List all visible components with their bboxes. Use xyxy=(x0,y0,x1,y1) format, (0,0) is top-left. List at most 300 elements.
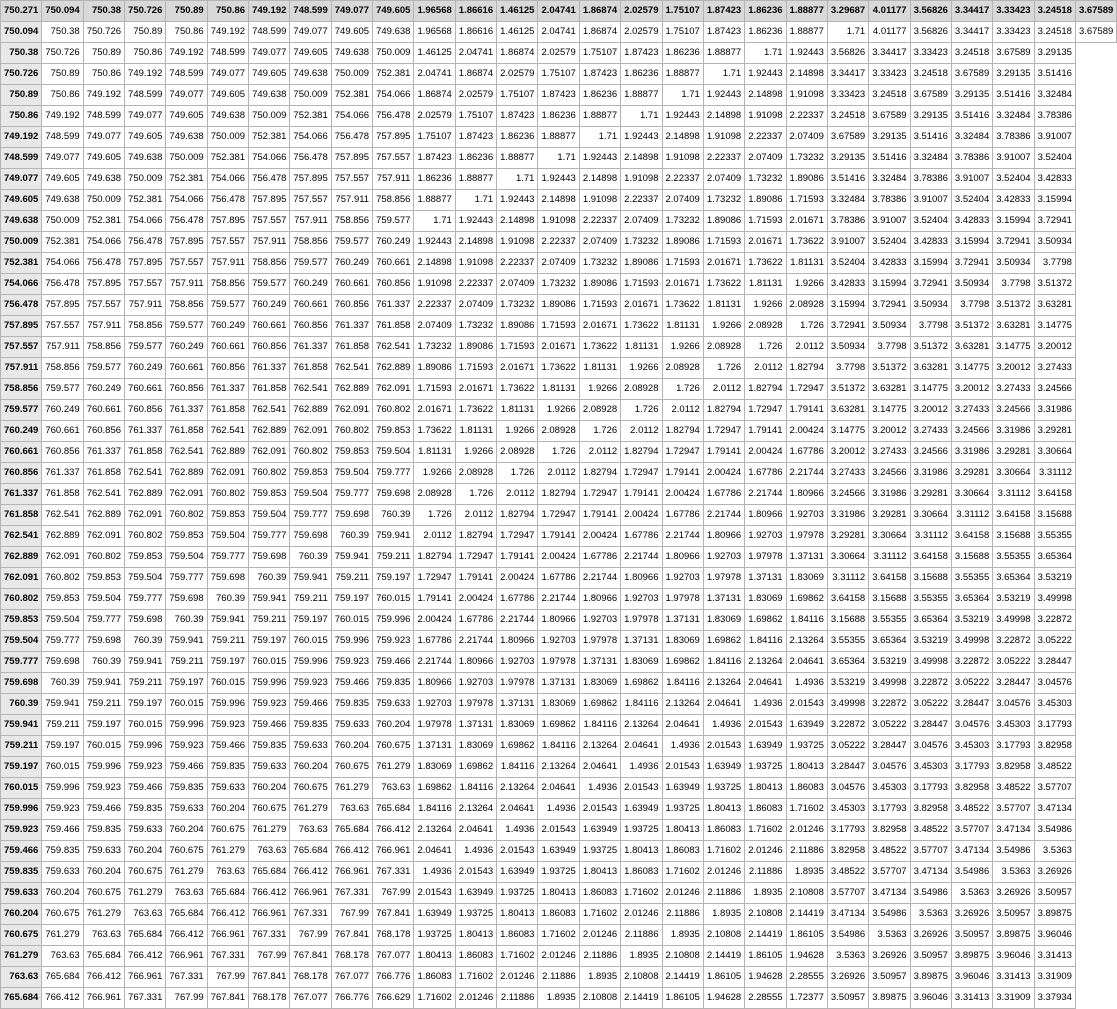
table-cell[interactable]: 3.20012 xyxy=(1034,337,1075,358)
table-cell[interactable]: 2.13264 xyxy=(745,652,786,673)
table-cell[interactable]: 3.14775 xyxy=(910,379,951,400)
table-cell[interactable]: 760.675 xyxy=(166,841,207,862)
table-cell[interactable]: 757.557 xyxy=(290,190,331,211)
table-cell[interactable]: 3.57707 xyxy=(951,820,992,841)
table-cell[interactable]: 761.337 xyxy=(290,337,331,358)
table-cell[interactable]: 3.5363 xyxy=(993,862,1034,883)
table-cell[interactable]: 1.63949 xyxy=(786,715,827,736)
table-cell[interactable]: 759.698 xyxy=(125,610,166,631)
table-cell[interactable]: 761.279 xyxy=(166,862,207,883)
table-cell[interactable]: 3.17793 xyxy=(827,820,868,841)
table-cell[interactable]: 759.197 xyxy=(125,694,166,715)
table-cell[interactable]: 1.71593 xyxy=(538,316,579,337)
column-header[interactable]: 1.75107 xyxy=(662,1,703,22)
table-cell[interactable]: 760.204 xyxy=(166,820,207,841)
table-cell[interactable]: 760.39 xyxy=(83,652,124,673)
table-cell[interactable]: 1.97978 xyxy=(745,547,786,568)
table-cell[interactable]: 3.14775 xyxy=(1034,316,1075,337)
table-cell[interactable]: 766.412 xyxy=(249,883,290,904)
table-cell[interactable]: 3.82958 xyxy=(827,841,868,862)
table-cell[interactable]: 760.204 xyxy=(42,883,83,904)
table-cell[interactable]: 1.81131 xyxy=(497,400,538,421)
table-cell[interactable]: 768.178 xyxy=(249,988,290,1009)
table-cell[interactable]: 1.91098 xyxy=(455,253,496,274)
table-cell[interactable]: 3.55355 xyxy=(910,589,951,610)
table-cell[interactable]: 1.73622 xyxy=(662,295,703,316)
table-cell[interactable]: 757.895 xyxy=(331,148,372,169)
table-cell[interactable]: 760.661 xyxy=(249,316,290,337)
table-cell[interactable]: 1.97978 xyxy=(621,610,662,631)
table-cell[interactable]: 2.14898 xyxy=(745,85,786,106)
table-cell[interactable]: 2.07409 xyxy=(745,148,786,169)
table-cell[interactable]: 763.63 xyxy=(331,799,372,820)
table-cell[interactable]: 2.11886 xyxy=(703,883,744,904)
table-cell[interactable]: 3.78386 xyxy=(910,169,951,190)
table-cell[interactable]: 762.091 xyxy=(373,379,414,400)
table-cell[interactable]: 1.86616 xyxy=(455,22,496,43)
table-cell[interactable]: 2.00424 xyxy=(786,421,827,442)
row-header[interactable]: 761.858 xyxy=(1,505,42,526)
table-cell[interactable]: 3.26926 xyxy=(1034,862,1075,883)
table-cell[interactable]: 752.381 xyxy=(249,127,290,148)
table-cell[interactable]: 1.87423 xyxy=(455,127,496,148)
table-cell[interactable]: 1.91098 xyxy=(579,190,620,211)
table-cell[interactable]: 760.675 xyxy=(83,883,124,904)
table-cell[interactable]: 766.412 xyxy=(207,904,248,925)
table-cell[interactable]: 1.72947 xyxy=(414,568,455,589)
table-cell[interactable]: 761.858 xyxy=(373,316,414,337)
table-cell[interactable]: 1.726 xyxy=(497,463,538,484)
row-header[interactable]: 760.204 xyxy=(1,904,42,925)
table-cell[interactable]: 761.337 xyxy=(42,463,83,484)
table-cell[interactable]: 762.541 xyxy=(42,505,83,526)
table-cell[interactable]: 761.858 xyxy=(331,337,372,358)
table-cell[interactable]: 3.48522 xyxy=(827,862,868,883)
table-cell[interactable]: 759.941 xyxy=(290,568,331,589)
table-cell[interactable]: 759.923 xyxy=(166,736,207,757)
table-cell[interactable]: 3.17793 xyxy=(993,736,1034,757)
table-cell[interactable]: 767.99 xyxy=(331,904,372,925)
table-cell[interactable]: 1.84116 xyxy=(538,736,579,757)
table-cell[interactable]: 760.675 xyxy=(125,862,166,883)
table-cell[interactable]: 3.55355 xyxy=(1034,526,1075,547)
table-cell[interactable]: 1.86083 xyxy=(579,883,620,904)
table-cell[interactable]: 1.84116 xyxy=(455,778,496,799)
table-cell[interactable]: 1.4936 xyxy=(621,757,662,778)
table-cell[interactable]: 1.67786 xyxy=(662,505,703,526)
table-cell[interactable]: 3.22872 xyxy=(1034,610,1075,631)
table-cell[interactable]: 759.698 xyxy=(290,526,331,547)
table-cell[interactable]: 2.13264 xyxy=(497,778,538,799)
table-cell[interactable]: 760.661 xyxy=(83,400,124,421)
row-header[interactable]: 760.802 xyxy=(1,589,42,610)
table-cell[interactable]: 768.178 xyxy=(331,946,372,967)
table-cell[interactable]: 1.86236 xyxy=(455,148,496,169)
table-cell[interactable]: 752.381 xyxy=(83,211,124,232)
table-cell[interactable]: 2.11886 xyxy=(497,988,538,1009)
table-cell[interactable]: 759.923 xyxy=(290,673,331,694)
table-cell[interactable]: 2.13264 xyxy=(703,673,744,694)
table-cell[interactable]: 1.86874 xyxy=(497,43,538,64)
table-cell[interactable]: 1.89086 xyxy=(786,169,827,190)
table-cell[interactable]: 3.89875 xyxy=(993,925,1034,946)
table-cell[interactable]: 1.92443 xyxy=(497,190,538,211)
table-cell[interactable]: 1.82794 xyxy=(455,526,496,547)
table-cell[interactable]: 758.856 xyxy=(166,295,207,316)
table-cell[interactable]: 759.633 xyxy=(373,694,414,715)
row-header[interactable]: 759.835 xyxy=(1,862,42,883)
table-cell[interactable]: 3.64158 xyxy=(993,505,1034,526)
table-cell[interactable]: 759.466 xyxy=(83,799,124,820)
table-cell[interactable]: 2.22337 xyxy=(455,274,496,295)
table-cell[interactable]: 1.73622 xyxy=(538,358,579,379)
table-cell[interactable]: 1.79141 xyxy=(662,463,703,484)
column-header[interactable]: 749.605 xyxy=(373,1,414,22)
table-cell[interactable]: 1.94628 xyxy=(786,946,827,967)
table-cell[interactable]: 762.889 xyxy=(331,379,372,400)
table-cell[interactable]: 4.01177 xyxy=(869,22,910,43)
table-cell[interactable]: 760.802 xyxy=(207,484,248,505)
table-cell[interactable]: 2.01543 xyxy=(579,799,620,820)
table-cell[interactable]: 760.249 xyxy=(207,316,248,337)
table-cell[interactable]: 3.65364 xyxy=(1034,547,1075,568)
table-cell[interactable]: 1.80966 xyxy=(579,589,620,610)
table-cell[interactable]: 3.24518 xyxy=(951,43,992,64)
table-cell[interactable]: 757.557 xyxy=(83,295,124,316)
table-cell[interactable]: 765.684 xyxy=(125,925,166,946)
table-cell[interactable]: 760.39 xyxy=(373,505,414,526)
table-cell[interactable]: 1.84116 xyxy=(703,652,744,673)
table-cell[interactable]: 1.71 xyxy=(538,148,579,169)
table-cell[interactable]: 2.01671 xyxy=(455,379,496,400)
table-cell[interactable]: 2.0112 xyxy=(538,463,579,484)
table-cell[interactable]: 1.88877 xyxy=(538,127,579,148)
table-cell[interactable]: 762.889 xyxy=(125,484,166,505)
table-cell[interactable]: 3.52404 xyxy=(827,253,868,274)
table-cell[interactable]: 759.504 xyxy=(249,505,290,526)
table-cell[interactable]: 3.34417 xyxy=(869,43,910,64)
table-cell[interactable]: 2.01246 xyxy=(455,988,496,1009)
table-cell[interactable]: 759.853 xyxy=(249,484,290,505)
table-cell[interactable]: 3.30664 xyxy=(1034,442,1075,463)
table-cell[interactable]: 3.04576 xyxy=(993,694,1034,715)
table-cell[interactable]: 1.92443 xyxy=(745,64,786,85)
table-cell[interactable]: 763.63 xyxy=(290,820,331,841)
table-cell[interactable]: 3.32484 xyxy=(869,169,910,190)
table-cell[interactable]: 760.661 xyxy=(207,337,248,358)
table-cell[interactable]: 759.777 xyxy=(373,463,414,484)
table-cell[interactable]: 3.42833 xyxy=(910,232,951,253)
table-cell[interactable]: 762.889 xyxy=(373,358,414,379)
table-cell[interactable]: 757.895 xyxy=(373,127,414,148)
table-cell[interactable]: 759.466 xyxy=(42,820,83,841)
table-cell[interactable]: 759.197 xyxy=(290,610,331,631)
table-cell[interactable]: 2.13264 xyxy=(455,799,496,820)
table-cell[interactable]: 3.51372 xyxy=(869,358,910,379)
table-cell[interactable]: 2.01671 xyxy=(745,232,786,253)
table-cell[interactable]: 3.53219 xyxy=(827,673,868,694)
table-cell[interactable]: 3.55355 xyxy=(951,568,992,589)
table-cell[interactable]: 1.92703 xyxy=(621,589,662,610)
table-cell[interactable]: 1.86236 xyxy=(414,169,455,190)
table-cell[interactable]: 3.42833 xyxy=(1034,169,1075,190)
table-cell[interactable]: 1.9266 xyxy=(538,400,579,421)
table-cell[interactable]: 761.337 xyxy=(125,421,166,442)
table-cell[interactable]: 3.05222 xyxy=(1034,631,1075,652)
table-cell[interactable]: 1.8935 xyxy=(621,946,662,967)
table-cell[interactable]: 760.249 xyxy=(249,295,290,316)
table-cell[interactable]: 2.14419 xyxy=(786,904,827,925)
table-cell[interactable]: 749.605 xyxy=(166,106,207,127)
table-cell[interactable]: 1.81131 xyxy=(538,379,579,400)
table-cell[interactable]: 1.4936 xyxy=(497,820,538,841)
table-cell[interactable]: 1.97978 xyxy=(579,631,620,652)
table-cell[interactable]: 760.675 xyxy=(373,736,414,757)
table-cell[interactable]: 3.29135 xyxy=(910,106,951,127)
table-cell[interactable]: 760.802 xyxy=(83,547,124,568)
table-cell[interactable]: 759.577 xyxy=(42,379,83,400)
table-cell[interactable]: 1.83069 xyxy=(579,673,620,694)
table-cell[interactable]: 3.45303 xyxy=(827,799,868,820)
table-cell[interactable]: 1.93725 xyxy=(414,925,455,946)
row-header[interactable]: 749.077 xyxy=(1,169,42,190)
table-cell[interactable]: 3.26926 xyxy=(993,883,1034,904)
table-cell[interactable]: 749.077 xyxy=(207,64,248,85)
table-cell[interactable]: 1.92703 xyxy=(414,694,455,715)
table-cell[interactable]: 1.79141 xyxy=(414,589,455,610)
table-cell[interactable]: 754.066 xyxy=(83,232,124,253)
table-cell[interactable]: 3.31986 xyxy=(869,484,910,505)
row-header[interactable]: 760.39 xyxy=(1,694,42,715)
table-cell[interactable]: 2.14419 xyxy=(621,988,662,1009)
table-cell[interactable]: 1.82794 xyxy=(745,379,786,400)
table-cell[interactable]: 3.51416 xyxy=(827,169,868,190)
row-header[interactable]: 759.923 xyxy=(1,820,42,841)
table-cell[interactable]: 3.15688 xyxy=(869,589,910,610)
row-header[interactable]: 749.192 xyxy=(1,127,42,148)
table-cell[interactable]: 1.73232 xyxy=(703,190,744,211)
table-cell[interactable]: 1.79141 xyxy=(745,421,786,442)
table-cell[interactable]: 766.412 xyxy=(166,925,207,946)
table-cell[interactable]: 2.08928 xyxy=(579,400,620,421)
table-cell[interactable]: 1.92703 xyxy=(538,631,579,652)
table-cell[interactable]: 1.73622 xyxy=(786,232,827,253)
table-cell[interactable]: 1.86083 xyxy=(786,778,827,799)
table-cell[interactable]: 1.88877 xyxy=(662,64,703,85)
table-cell[interactable]: 1.86236 xyxy=(579,85,620,106)
table-cell[interactable]: 2.11886 xyxy=(745,862,786,883)
table-cell[interactable]: 749.077 xyxy=(42,148,83,169)
table-cell[interactable]: 3.47134 xyxy=(910,862,951,883)
table-cell[interactable]: 1.89086 xyxy=(703,211,744,232)
table-cell[interactable]: 759.211 xyxy=(207,631,248,652)
table-cell[interactable]: 3.04576 xyxy=(951,715,992,736)
table-cell[interactable]: 1.80966 xyxy=(497,631,538,652)
table-cell[interactable]: 759.835 xyxy=(290,715,331,736)
table-cell[interactable]: 766.412 xyxy=(42,988,83,1009)
table-cell[interactable]: 1.89086 xyxy=(745,190,786,211)
table-cell[interactable]: 765.684 xyxy=(331,820,372,841)
table-cell[interactable]: 1.71602 xyxy=(414,988,455,1009)
table-cell[interactable]: 2.01671 xyxy=(786,211,827,232)
table-cell[interactable]: 3.05222 xyxy=(951,673,992,694)
table-cell[interactable]: 2.22337 xyxy=(621,190,662,211)
table-cell[interactable]: 3.26926 xyxy=(910,925,951,946)
table-cell[interactable]: 3.04576 xyxy=(910,736,951,757)
table-cell[interactable]: 766.961 xyxy=(125,967,166,988)
table-cell[interactable]: 1.87423 xyxy=(621,43,662,64)
table-cell[interactable]: 2.21744 xyxy=(497,610,538,631)
table-cell[interactable]: 3.30664 xyxy=(993,463,1034,484)
table-cell[interactable]: 1.86083 xyxy=(621,862,662,883)
table-cell[interactable]: 1.88877 xyxy=(579,106,620,127)
table-cell[interactable]: 2.11886 xyxy=(786,841,827,862)
table-cell[interactable]: 2.01671 xyxy=(538,337,579,358)
table-cell[interactable]: 760.015 xyxy=(125,715,166,736)
table-cell[interactable]: 1.72947 xyxy=(703,421,744,442)
table-cell[interactable]: 3.50957 xyxy=(951,925,992,946)
table-cell[interactable]: 3.65364 xyxy=(869,631,910,652)
table-cell[interactable]: 1.89086 xyxy=(455,337,496,358)
table-cell[interactable]: 759.633 xyxy=(331,715,372,736)
table-cell[interactable]: 3.29135 xyxy=(993,64,1034,85)
table-cell[interactable]: 3.47134 xyxy=(951,841,992,862)
table-cell[interactable]: 759.466 xyxy=(166,757,207,778)
table-cell[interactable]: 759.835 xyxy=(166,778,207,799)
table-cell[interactable]: 763.63 xyxy=(207,862,248,883)
table-cell[interactable]: 2.10808 xyxy=(662,946,703,967)
table-cell[interactable]: 1.63949 xyxy=(745,736,786,757)
table-cell[interactable]: 2.00424 xyxy=(538,547,579,568)
table-cell[interactable]: 760.802 xyxy=(331,421,372,442)
table-cell[interactable]: 760.802 xyxy=(290,442,331,463)
table-cell[interactable]: 759.941 xyxy=(166,631,207,652)
table-cell[interactable]: 1.71 xyxy=(497,169,538,190)
table-cell[interactable]: 759.197 xyxy=(331,589,372,610)
table-cell[interactable]: 3.29281 xyxy=(993,442,1034,463)
table-cell[interactable]: 759.197 xyxy=(373,568,414,589)
table-cell[interactable]: 3.63281 xyxy=(869,379,910,400)
table-cell[interactable]: 1.71602 xyxy=(703,841,744,862)
table-cell[interactable]: 1.92703 xyxy=(786,505,827,526)
table-cell[interactable]: 759.466 xyxy=(207,736,248,757)
table-cell[interactable]: 760.015 xyxy=(249,652,290,673)
table-cell[interactable]: 767.99 xyxy=(373,883,414,904)
table-cell[interactable]: 3.49998 xyxy=(827,694,868,715)
table-cell[interactable]: 3.24518 xyxy=(910,64,951,85)
table-cell[interactable]: 3.14775 xyxy=(827,421,868,442)
table-cell[interactable]: 3.22872 xyxy=(827,715,868,736)
table-cell[interactable]: 1.71 xyxy=(703,64,744,85)
table-cell[interactable]: 3.15994 xyxy=(869,274,910,295)
table-cell[interactable]: 761.858 xyxy=(290,358,331,379)
table-cell[interactable]: 3.45303 xyxy=(869,778,910,799)
table-cell[interactable]: 1.88877 xyxy=(414,190,455,211)
table-cell[interactable]: 2.21744 xyxy=(703,505,744,526)
table-cell[interactable]: 3.31413 xyxy=(951,988,992,1009)
table-cell[interactable]: 752.381 xyxy=(373,64,414,85)
table-cell[interactable]: 3.51372 xyxy=(993,295,1034,316)
table-cell[interactable]: 2.01246 xyxy=(703,862,744,883)
table-cell[interactable]: 3.47134 xyxy=(1034,799,1075,820)
row-header[interactable]: 749.638 xyxy=(1,211,42,232)
table-cell[interactable]: 1.46125 xyxy=(497,22,538,43)
table-cell[interactable]: 2.07409 xyxy=(455,295,496,316)
table-cell[interactable]: 1.91098 xyxy=(703,127,744,148)
table-cell[interactable]: 3.54986 xyxy=(993,841,1034,862)
table-cell[interactable]: 3.29281 xyxy=(869,505,910,526)
table-cell[interactable]: 760.856 xyxy=(249,337,290,358)
table-cell[interactable]: 759.577 xyxy=(207,295,248,316)
table-cell[interactable]: 2.14419 xyxy=(703,946,744,967)
column-header[interactable]: 3.24518 xyxy=(1034,1,1075,22)
table-cell[interactable]: 759.633 xyxy=(207,778,248,799)
table-cell[interactable]: 3.64158 xyxy=(951,526,992,547)
table-cell[interactable]: 749.605 xyxy=(331,22,372,43)
table-cell[interactable]: 3.57707 xyxy=(869,862,910,883)
table-cell[interactable]: 1.37131 xyxy=(621,631,662,652)
table-cell[interactable]: 3.50934 xyxy=(1034,232,1075,253)
table-cell[interactable]: 3.50957 xyxy=(827,988,868,1009)
table-cell[interactable]: 1.86105 xyxy=(703,967,744,988)
row-header[interactable]: 759.996 xyxy=(1,799,42,820)
table-cell[interactable]: 759.941 xyxy=(373,526,414,547)
table-cell[interactable]: 3.65364 xyxy=(951,589,992,610)
table-cell[interactable]: 765.684 xyxy=(373,799,414,820)
row-header[interactable]: 750.726 xyxy=(1,64,42,85)
table-cell[interactable]: 759.777 xyxy=(125,589,166,610)
table-cell[interactable]: 1.67786 xyxy=(745,463,786,484)
table-cell[interactable]: 3.50934 xyxy=(869,316,910,337)
table-cell[interactable]: 761.279 xyxy=(125,883,166,904)
table-cell[interactable]: 1.4936 xyxy=(455,841,496,862)
table-cell[interactable]: 1.73232 xyxy=(662,211,703,232)
table-cell[interactable]: 1.63949 xyxy=(455,883,496,904)
table-cell[interactable]: 1.67786 xyxy=(786,442,827,463)
table-cell[interactable]: 2.13264 xyxy=(579,736,620,757)
table-cell[interactable]: 3.50934 xyxy=(993,253,1034,274)
table-cell[interactable]: 750.86 xyxy=(125,43,166,64)
table-cell[interactable]: 767.841 xyxy=(331,925,372,946)
table-cell[interactable]: 757.895 xyxy=(83,274,124,295)
table-cell[interactable]: 760.661 xyxy=(331,274,372,295)
table-cell[interactable]: 3.54986 xyxy=(951,862,992,883)
table-cell[interactable]: 2.01543 xyxy=(538,820,579,841)
table-cell[interactable]: 2.00424 xyxy=(621,505,662,526)
table-cell[interactable]: 2.02579 xyxy=(538,43,579,64)
table-cell[interactable]: 2.01246 xyxy=(745,841,786,862)
table-cell[interactable]: 1.37131 xyxy=(538,673,579,694)
table-cell[interactable]: 2.01246 xyxy=(621,904,662,925)
table-cell[interactable]: 762.091 xyxy=(166,484,207,505)
table-cell[interactable]: 1.80413 xyxy=(703,799,744,820)
table-cell[interactable]: 1.82794 xyxy=(703,400,744,421)
table-cell[interactable]: 3.15994 xyxy=(951,232,992,253)
row-header[interactable]: 761.279 xyxy=(1,946,42,967)
table-cell[interactable]: 766.776 xyxy=(373,967,414,988)
table-cell[interactable]: 3.05222 xyxy=(910,694,951,715)
table-cell[interactable]: 1.81131 xyxy=(621,337,662,358)
table-cell[interactable]: 1.86083 xyxy=(662,841,703,862)
table-cell[interactable]: 749.605 xyxy=(249,64,290,85)
table-cell[interactable]: 3.91007 xyxy=(827,232,868,253)
table-cell[interactable]: 3.31986 xyxy=(827,505,868,526)
table-cell[interactable]: 767.99 xyxy=(249,946,290,967)
table-cell[interactable]: 3.53219 xyxy=(1034,568,1075,589)
table-cell[interactable]: 767.077 xyxy=(331,967,372,988)
table-cell[interactable]: 760.802 xyxy=(166,505,207,526)
row-header[interactable]: 759.504 xyxy=(1,631,42,652)
